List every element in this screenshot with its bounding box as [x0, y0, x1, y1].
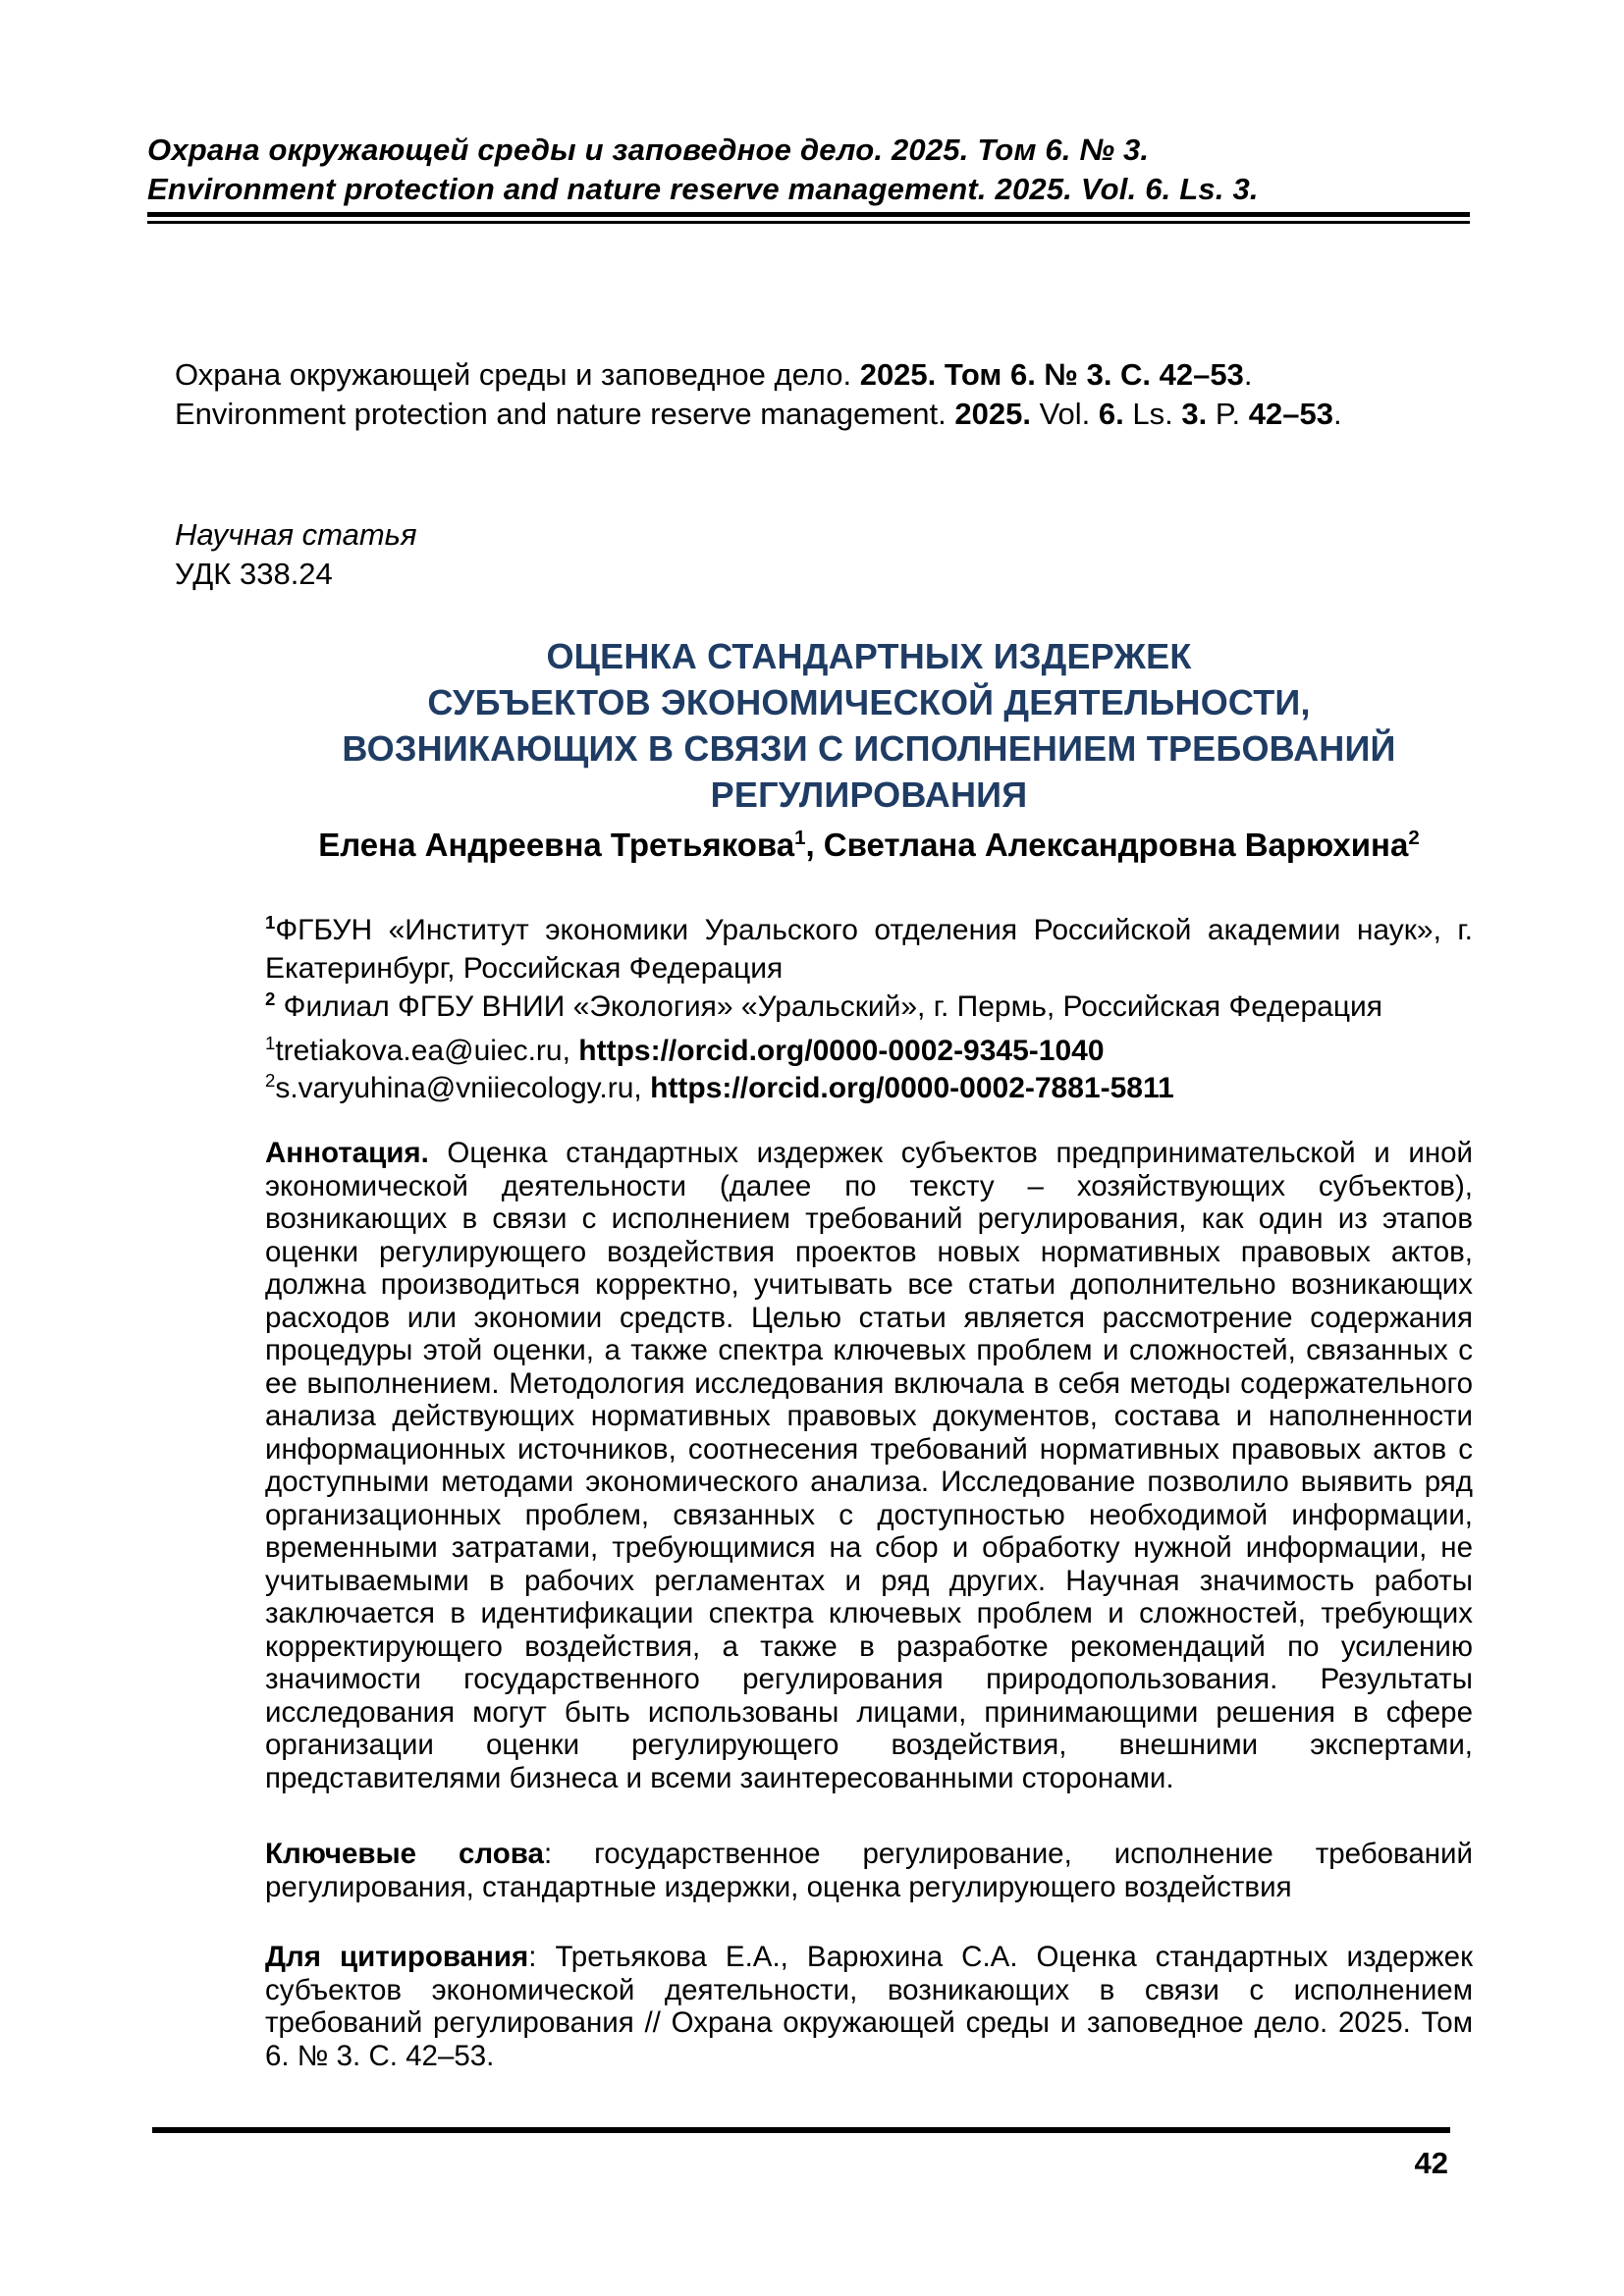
contact-email-orcid-1: $^1$tretiakova.ea@uiec.ru, https://orcid.org/0000-0002-9345-1040	[265, 1033, 1105, 1067]
abstract-paragraph: Аннотация. Оценка стандартных издержек субъектов предпринимательской и иной экономической деятельности (далее по тексту – хозяйствующих субъектов), возникающих в связи с исполнением требований регулирования, как один из этапов оценки регулирующего воздействия проектов новых нормативных правовых актов, должна производиться корректно, учитывать все статьи дополнительно возникающих расходов или экономии средств. Целью статьи является рассмотрение содержания процедуры этой оценки, а также спектра ключевых проблем и сложностей, связанных с ее выполнением. Методология исследования включала в себя методы содержательного анализа действующих нормативных правовых документов, состава и наполненности информационных источников, соотнесения требований нормативных правовых актов с доступными методами экономического анализа. Исследование позволило выявить ряд организационных проблем, связанных с доступностью необходимой информации, временными затратами, требующимися на сбор и обработку нужной информации, не учитываемыми в рабочих регламентах и ряд других. Научная значимость работы заключается в идентификации спектра ключевых проблем и сложностей, требующих корректирующего воздействия, а также в разработке рекомендаций по усилению значимости государственного регулирования природопользования. Результаты исследования могут быть использованы лицами, принимающими решения в сфере организации оценки регулирующего воздействия, внешними экспертами, представителями бизнеса и всеми заинтересованными сторонами.	[265, 1137, 1473, 1794]
bibliographic-reference-ru: Охрана окружающей среды и заповедное дело. 2025. Том 6. № 3. С. 42–53.	[175, 357, 1253, 392]
header-rule-bottom	[147, 221, 1470, 224]
authors-line: Елена Андреевна Третьякова$^1$, Светлана Александровна Варюхина$^2$	[318, 827, 1420, 863]
article-type-label: Научная статья	[175, 517, 417, 552]
keywords-paragraph: Ключевые слова: государственное регулирование, исполнение требований регулирования, стандартные издержки, оценка регулирующего воздействия	[265, 1838, 1473, 1903]
udc-code: УДК 338.24	[175, 557, 333, 591]
footer-rule	[152, 2127, 1450, 2133]
article-front-matter	[265, 1137, 1473, 2072]
article-title-line: ВОЗНИКАЮЩИХ В СВЯЗИ С ИСПОЛНЕНИЕМ ТРЕБОВАНИЙ	[342, 728, 1396, 769]
affiliation-2: $^2$ Филиал ФГБУ ВНИИ «Экология» «Уральский», г. Пермь, Российская Федерация	[265, 988, 1383, 1023]
for-citation-paragraph: Для цитирования: Третьякова Е.А., Варюхина С.А. Оценка стандартных издержек субъектов экономической деятельности, возникающих в связи с исполнением требований регулирования // Охрана окружающей среды и заповедное дело. 2025. Том 6. № 3. С. 42–53.	[265, 1941, 1473, 2072]
affiliations-block	[265, 911, 1473, 1026]
contacts-block	[265, 1033, 1473, 1107]
running-head-ru: Охрана окружающей среды и заповедное дело. 2025. Том 6. № 3.	[147, 133, 1150, 167]
contact-email-orcid-2: $^2$s.varyuhina@vniiecology.ru, https://orcid.org/0000-0002-7881-5811	[265, 1070, 1174, 1104]
running-head-en: Environment protection and nature reserve management. 2025. Vol. 6. Ls. 3.	[147, 172, 1259, 206]
header-double-rule	[147, 212, 1470, 224]
running-head	[147, 131, 1470, 209]
bibliographic-reference-en: Environment protection and nature reserve management. 2025. Vol. 6. Ls. 3. P. 42–53.	[175, 397, 1342, 431]
header-rule-top	[147, 212, 1470, 217]
article-title	[265, 633, 1473, 818]
page-number: 42	[1414, 2146, 1448, 2180]
article-title-line: РЕГУЛИРОВАНИЯ	[710, 774, 1028, 815]
article-title-line: СУБЪЕКТОВ ЭКОНОМИЧЕСКОЙ ДЕЯТЕЛЬНОСТИ,	[427, 682, 1311, 722]
affiliation-1: $^1$ФГБУН «Институт экономики Уральского отделения Российской академии наук», г. Екатеринбург, Российская Федерация	[265, 912, 1473, 985]
bibliographic-reference-block	[175, 355, 1470, 434]
article-title-line: ОЦЕНКА СТАНДАРТНЫХ ИЗДЕРЖЕК	[546, 636, 1192, 676]
